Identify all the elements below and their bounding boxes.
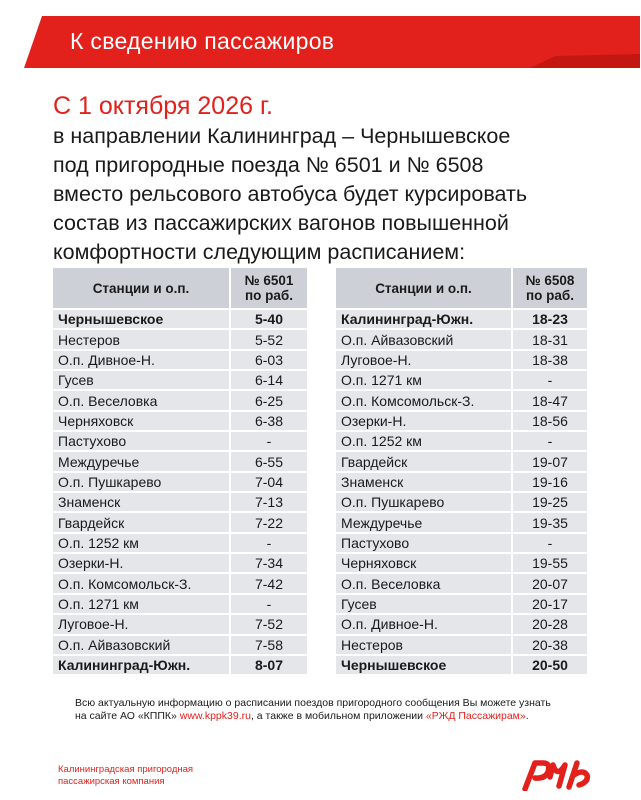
station-cell: Калининград-Южн. <box>336 310 513 330</box>
table-row <box>336 351 589 371</box>
footer-line-2 <box>75 710 635 723</box>
table-row <box>336 452 589 472</box>
notice-line: комфортности следующим расписанием: <box>53 240 466 264</box>
train-number: № 6501 <box>244 273 294 288</box>
table-row <box>53 513 309 533</box>
time-cell: 6-55 <box>231 452 309 472</box>
time-cell: 18-31 <box>513 330 589 350</box>
company-name <box>58 764 193 788</box>
table-row <box>53 636 309 656</box>
time-cell: 19-16 <box>513 473 589 493</box>
footer-text: . <box>525 710 529 722</box>
app-link[interactable]: «РЖД Пассажирам» <box>425 710 526 722</box>
train-days: по раб. <box>526 288 574 303</box>
time-cell: 19-25 <box>513 493 589 513</box>
table-row <box>336 330 589 350</box>
station-cell: Черняховск <box>336 554 513 574</box>
time-cell: 20-07 <box>513 574 589 594</box>
station-cell: Междуречье <box>336 513 513 533</box>
station-cell: Гусев <box>336 595 513 615</box>
station-cell: О.п. 1252 км <box>53 534 231 554</box>
station-cell: Знаменск <box>53 493 231 513</box>
time-cell: 8-07 <box>231 656 309 676</box>
station-cell: Гусев <box>53 371 231 391</box>
rzd-logo-icon <box>517 755 593 791</box>
time-cell: 7-58 <box>231 636 309 656</box>
station-cell: О.п. Пушкарево <box>336 493 513 513</box>
time-cell: 7-52 <box>231 615 309 635</box>
time-cell: 18-38 <box>513 351 589 371</box>
banner-title: К сведению пассажиров <box>70 28 335 54</box>
time-cell: 18-56 <box>513 412 589 432</box>
station-cell: О.п. Веселовка <box>336 574 513 594</box>
station-cell: О.п. Айвазовский <box>336 330 513 350</box>
station-cell: О.п. Айвазовский <box>53 636 231 656</box>
station-cell: Луговое-Н. <box>336 351 513 371</box>
station-cell: О.п. Дивное-Н. <box>336 615 513 635</box>
table-row <box>336 656 589 676</box>
table-row <box>336 371 589 391</box>
table-row <box>336 534 589 554</box>
table-row <box>336 574 589 594</box>
table-row <box>53 310 309 330</box>
time-cell: 7-13 <box>231 493 309 513</box>
station-cell: О.п. Веселовка <box>53 391 231 411</box>
table-row <box>336 412 589 432</box>
station-cell: О.п. 1271 км <box>53 595 231 615</box>
time-cell: 6-25 <box>231 391 309 411</box>
company-line: пассажирская компания <box>58 776 165 787</box>
station-cell: Озерки-Н. <box>53 554 231 574</box>
time-cell: 20-28 <box>513 615 589 635</box>
station-cell: Знаменск <box>336 473 513 493</box>
station-cell: Калининград-Южн. <box>53 656 231 676</box>
time-cell: 7-42 <box>231 574 309 594</box>
station-cell: Озерки-Н. <box>336 412 513 432</box>
table-row <box>336 391 589 411</box>
time-cell: 5-40 <box>231 310 309 330</box>
table-row <box>53 330 309 350</box>
company-line: Калининградская пригородная <box>58 764 194 775</box>
time-cell: 7-34 <box>231 554 309 574</box>
table-row <box>336 493 589 513</box>
station-cell: О.п. Дивное-Н. <box>53 351 231 371</box>
schedule-body-6501 <box>53 310 309 676</box>
column-header-train <box>513 268 589 310</box>
station-cell: Пастухово <box>336 534 513 554</box>
schedule-table-6501 <box>53 268 309 676</box>
effective-date: С 1 октября 2026 г. <box>53 92 273 120</box>
table-row <box>53 574 309 594</box>
table-row <box>336 473 589 493</box>
header-banner <box>0 16 640 68</box>
station-cell: О.п. 1252 км <box>336 432 513 452</box>
column-header-station: Станции и о.п. <box>336 268 513 310</box>
table-row <box>53 595 309 615</box>
station-cell: О.п. 1271 км <box>336 371 513 391</box>
table-row <box>53 656 309 676</box>
notice-text <box>53 122 633 267</box>
column-header-train <box>231 268 309 310</box>
footer-text: , а также в мобильном приложении <box>250 710 426 722</box>
time-cell: 19-07 <box>513 452 589 472</box>
table-row <box>53 493 309 513</box>
column-header-station: Станции и о.п. <box>53 268 231 310</box>
time-cell: - <box>231 595 309 615</box>
footer-line-1: Всю актуальную информацию о расписании поездов пригородного сообщения Вы можете узнать <box>75 697 551 709</box>
table-row <box>336 432 589 452</box>
time-cell: 18-47 <box>513 391 589 411</box>
table-row <box>336 513 589 533</box>
table-row <box>53 452 309 472</box>
table-row <box>53 534 309 554</box>
time-cell: 7-04 <box>231 473 309 493</box>
table-row <box>336 615 589 635</box>
schedule-body-6508 <box>336 310 589 676</box>
train-days: по раб. <box>245 288 293 303</box>
table-row <box>53 432 309 452</box>
footer-text: на сайте АО «КППК» <box>75 710 180 722</box>
table-row <box>53 554 309 574</box>
website-link[interactable]: www.kppk39.ru <box>179 710 251 722</box>
time-cell: 20-38 <box>513 636 589 656</box>
time-cell: 6-14 <box>231 371 309 391</box>
station-cell: Пастухово <box>53 432 231 452</box>
station-cell: О.п. Комсомольск-З. <box>336 391 513 411</box>
schedule-table-6508 <box>336 268 589 676</box>
time-cell: 5-52 <box>231 330 309 350</box>
table-row <box>53 615 309 635</box>
time-cell: - <box>513 371 589 391</box>
station-cell: Чернышевское <box>336 656 513 676</box>
station-cell: Нестеров <box>53 330 231 350</box>
station-cell: Луговое-Н. <box>53 615 231 635</box>
table-row <box>336 310 589 330</box>
station-cell: О.п. Комсомольск-З. <box>53 574 231 594</box>
station-cell: Нестеров <box>336 636 513 656</box>
table-row <box>53 371 309 391</box>
notice-line: под пригородные поезда № 6501 и № 6508 <box>53 153 484 177</box>
table-row <box>53 351 309 371</box>
time-cell: - <box>513 432 589 452</box>
table-row <box>336 595 589 615</box>
time-cell: 20-17 <box>513 595 589 615</box>
station-cell: Черняховск <box>53 412 231 432</box>
table-row <box>53 473 309 493</box>
station-cell: Гвардейск <box>53 513 231 533</box>
time-cell: 20-50 <box>513 656 589 676</box>
station-cell: Гвардейск <box>336 452 513 472</box>
notice-line: вместо рельсового автобуса будет курсировать <box>53 182 528 206</box>
time-cell: - <box>513 534 589 554</box>
station-cell: Чернышевское <box>53 310 231 330</box>
table-row <box>336 636 589 656</box>
time-cell: 7-22 <box>231 513 309 533</box>
time-cell: 19-35 <box>513 513 589 533</box>
footer-note <box>75 697 635 723</box>
time-cell: 6-03 <box>231 351 309 371</box>
time-cell: 18-23 <box>513 310 589 330</box>
station-cell: О.п. Пушкарево <box>53 473 231 493</box>
table-row <box>53 412 309 432</box>
table-row <box>53 391 309 411</box>
notice-line: в направлении Калининград – Чернышевское <box>53 124 511 148</box>
time-cell: 19-55 <box>513 554 589 574</box>
time-cell: 6-38 <box>231 412 309 432</box>
station-cell: Междуречье <box>53 452 231 472</box>
train-number: № 6508 <box>525 273 575 288</box>
notice-line: состав из пассажирских вагонов повышенной <box>53 211 509 235</box>
time-cell: - <box>231 534 309 554</box>
table-row <box>336 554 589 574</box>
time-cell: - <box>231 432 309 452</box>
